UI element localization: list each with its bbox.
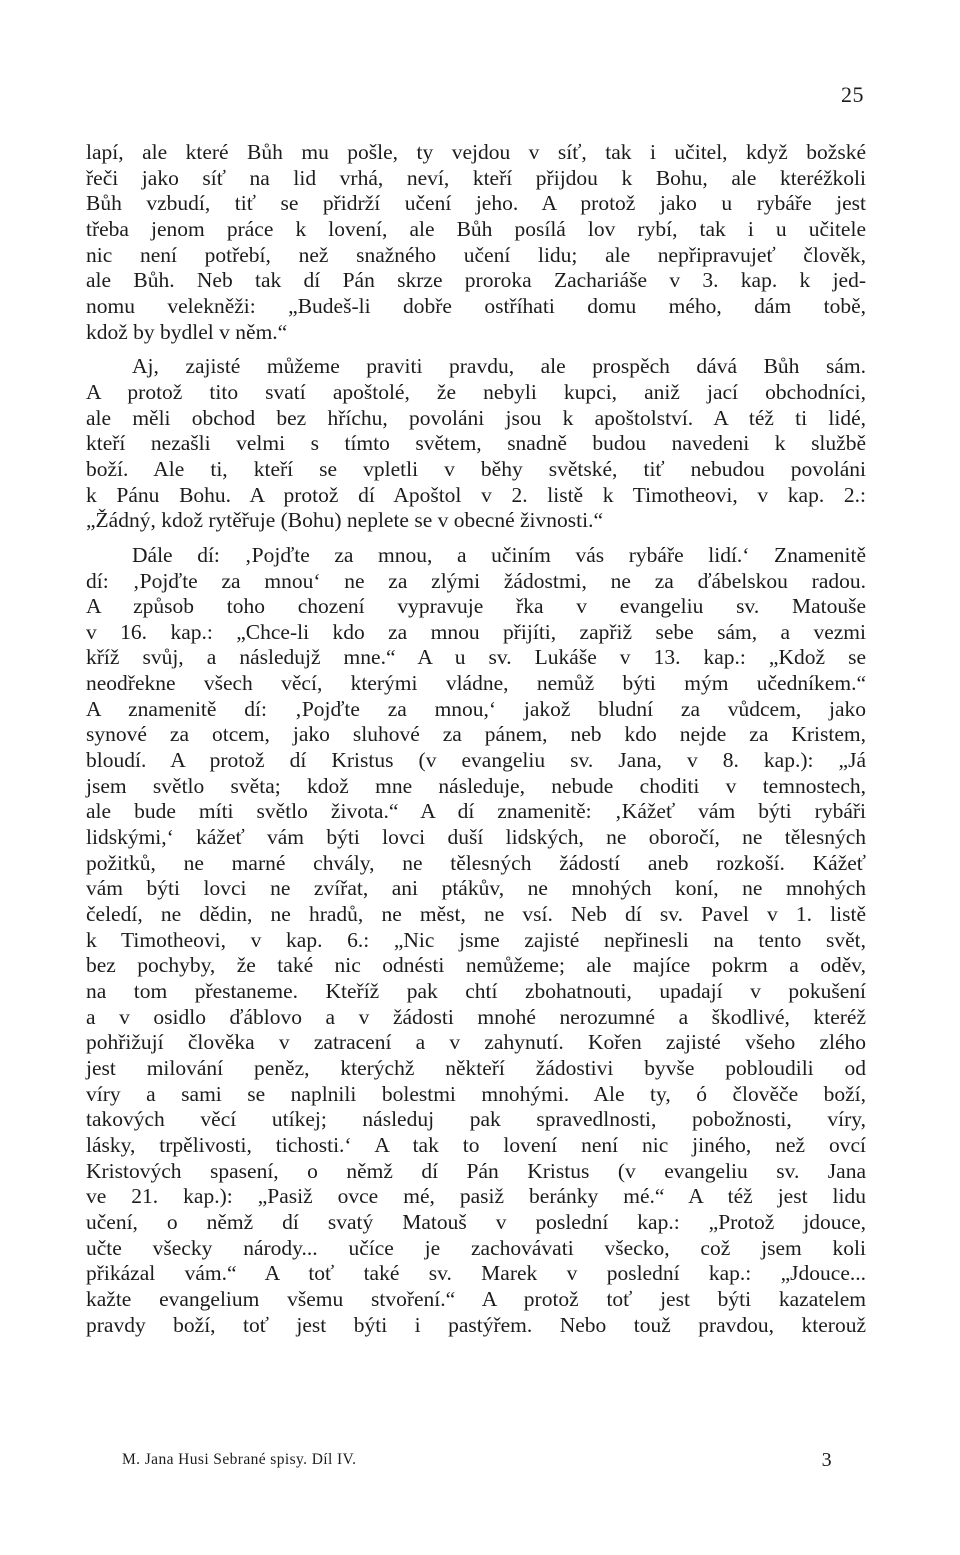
text-line: kříž svůj, a následujž mne.“ A u sv. Lukáše v 13. kap.: „Kdož se [86, 645, 866, 670]
text-line: Dále dí: ‚Pojďte za mnou, a učiním vás rybáře lidí.‘ Znamenitě [132, 542, 866, 567]
text-line: jest milování peněz, kterýchž někteří žádostivi byvše pobloudili od [86, 1055, 866, 1080]
text-line: víry a sami se naplnili bolestmi mnohými. Ale ty, ó člověče boží, [86, 1081, 866, 1106]
text-line: ve 21. kap.): „Pasiž ovce mé, pasiž beránky mé.“ A též jest lidu [86, 1184, 866, 1209]
text-line: bloudí. A protož dí Kristus (v evangeliu sv. Jana, v 8. kap.): „Já [86, 748, 866, 773]
text-line: kažte evangelium všemu stvoření.“ A protož toť jest býti kazatelem [86, 1286, 866, 1311]
text-line: Bůh vzbudí, tiť se přidrží učení jeho. A protož jako u rybáře jest [86, 191, 866, 216]
text-line: jsem světlo světa; kdož mne následuje, nebude choditi v temnostech, [86, 773, 866, 798]
text-line: A způsob toho chození vypravuje řka v evangeliu sv. Matouše [86, 594, 866, 619]
text-line: takových věcí utíkej; následuj pak spravedlnosti, pobožnosti, víry, [86, 1107, 866, 1132]
text-line: ale Bůh. Neb tak dí Pán skrze proroka Zachariáše v 3. kap. k jed- [86, 268, 866, 293]
paragraph-2 [86, 354, 866, 534]
text-line: k Pánu Bohu. A protož dí Apoštol v 2. listě k Timotheovi, v kap. 2.: [86, 482, 866, 507]
text-line: a v osidlo ďáblovo a v žádosti mnohé nerozumné a škodlivé, kteréž [86, 1004, 866, 1029]
footer-book-title: M. Jana Husi Sebrané spisy. Díl IV. [122, 1451, 357, 1468]
text-line: vám býti lovci ne zvířat, ani ptákův, ne mnohých koní, ne mnohých [86, 876, 866, 901]
text-line: boží. Ale ti, kteří se vpletli v běhy světské, tiť nebudou povoláni [86, 456, 866, 481]
text-line: neodřekne všech věcí, kterými vládne, nemůž býti mým učedníkem.“ [86, 671, 866, 696]
paragraph-1 [86, 140, 866, 345]
page-number: 25 [841, 82, 864, 107]
text-body [86, 140, 866, 1338]
text-line: kteří nezašli velmi s tímto světem, snadně budou navedeni k službě [86, 431, 866, 456]
text-line: požitků, ne marné chvály, ne tělesných žádostí aneb rozkoší. Kážeť [86, 850, 866, 875]
text-line: pravdy boží, toť jest býti i pastýřem. Nebo touž pravdou, kterouž [86, 1312, 866, 1337]
page-footer [122, 1451, 832, 1469]
text-line: nic není potřebí, než snažného učení lidu; ale nepřipravujeť člověk, [86, 242, 866, 267]
text-line: A protož tito svatí apoštolé, že nebyli kupci, aniž jací obchodníci, [86, 379, 866, 404]
footer-signature-mark: 3 [821, 1449, 832, 1471]
text-line: učení, o němž dí svatý Matouš v poslední kap.: „Protož jdouce, [86, 1209, 866, 1234]
text-line: lapí, ale které Bůh mu pošle, ty vejdou v síť, tak i učitel, když božské [86, 140, 866, 164]
text-line: na tom přestaneme. Kteříž pak chtí zbohatnouti, upadají v pokušení [86, 979, 866, 1003]
text-line: učte všecky národy... učíce je zachovávati všecko, což jsem koli [86, 1235, 866, 1260]
text-line: dí: ‚Pojďte za mnou‘ ne za zlými žádostmi, ne za ďábelskou radou. [86, 568, 866, 593]
text-line: synové za otcem, jako sluhové za pánem, neb kdo nejde za Kristem, [86, 722, 866, 747]
text-line: ale měli obchod bez hříchu, povoláni jsou k apoštolství. A též ti lidé, [86, 405, 866, 430]
text-line: lidskými,‘ kážeť vám býti lovci duší lidských, ne oboročí, ne tělesných [86, 825, 866, 850]
text-line: „Žádný, kdož rytěřuje (Bohu) neplete se v obecné živnosti.“ [86, 508, 604, 533]
text-line: k Timotheovi, v kap. 6.: „Nic jsme zajisté nepřinesli na tento svět, [86, 927, 866, 952]
text-line: A znamenitě dí: ‚Pojďte za mnou,‘ jakož bludní za vůdcem, jako [86, 696, 866, 721]
text-line: přikázal vám.“ A toť také sv. Marek v poslední kap.: „Jdouce... [86, 1261, 866, 1286]
paragraph-gap [86, 534, 866, 543]
text-line: třeba jenom práce k lovení, ale Bůh posílá lov rybí, tak i u učitele [86, 216, 866, 241]
text-line: pohřižují člověka v zatracení a v zahynutí. Kořen zajisté všeho zlého [86, 1030, 866, 1055]
text-line: Kristových spasení, o němž dí Pán Kristus (v evangeliu sv. Jana [86, 1158, 866, 1183]
text-line: Aj, zajisté můžeme praviti pravdu, ale prospěch dává Bůh sám. [132, 354, 866, 379]
text-line: ale bude míti světlo života.“ A dí znamenitě: ‚Kážeť vám býti rybáři [86, 799, 866, 824]
text-line: lásky, trpělivosti, tichosti.‘ A tak to lovení není nic jiného, než ovcí [86, 1132, 866, 1157]
text-line: řeči jako síť na lid vrhá, neví, kteří přijdou k Bohu, ale kteréžkoli [86, 165, 866, 190]
paragraph-3 [86, 543, 866, 1338]
text-line: čeledí, ne dědin, ne hradů, ne měst, ne vsí. Neb dí sv. Pavel v 1. listě [86, 902, 866, 927]
text-line: v 16. kap.: „Chce-li kdo za mnou přijíti, zapřiž sebe sám, a vezmi [86, 619, 866, 644]
text-line: nomu velekněži: „Budeš-li dobře ostříhati domu mého, dám tobě, [86, 293, 866, 318]
text-line: kdož by bydlel v něm.“ [86, 319, 288, 344]
paragraph-gap [86, 345, 866, 354]
text-line: bez pochyby, že také nic odnésti nemůžeme; ale majíce pokrm a oděv, [86, 953, 866, 978]
